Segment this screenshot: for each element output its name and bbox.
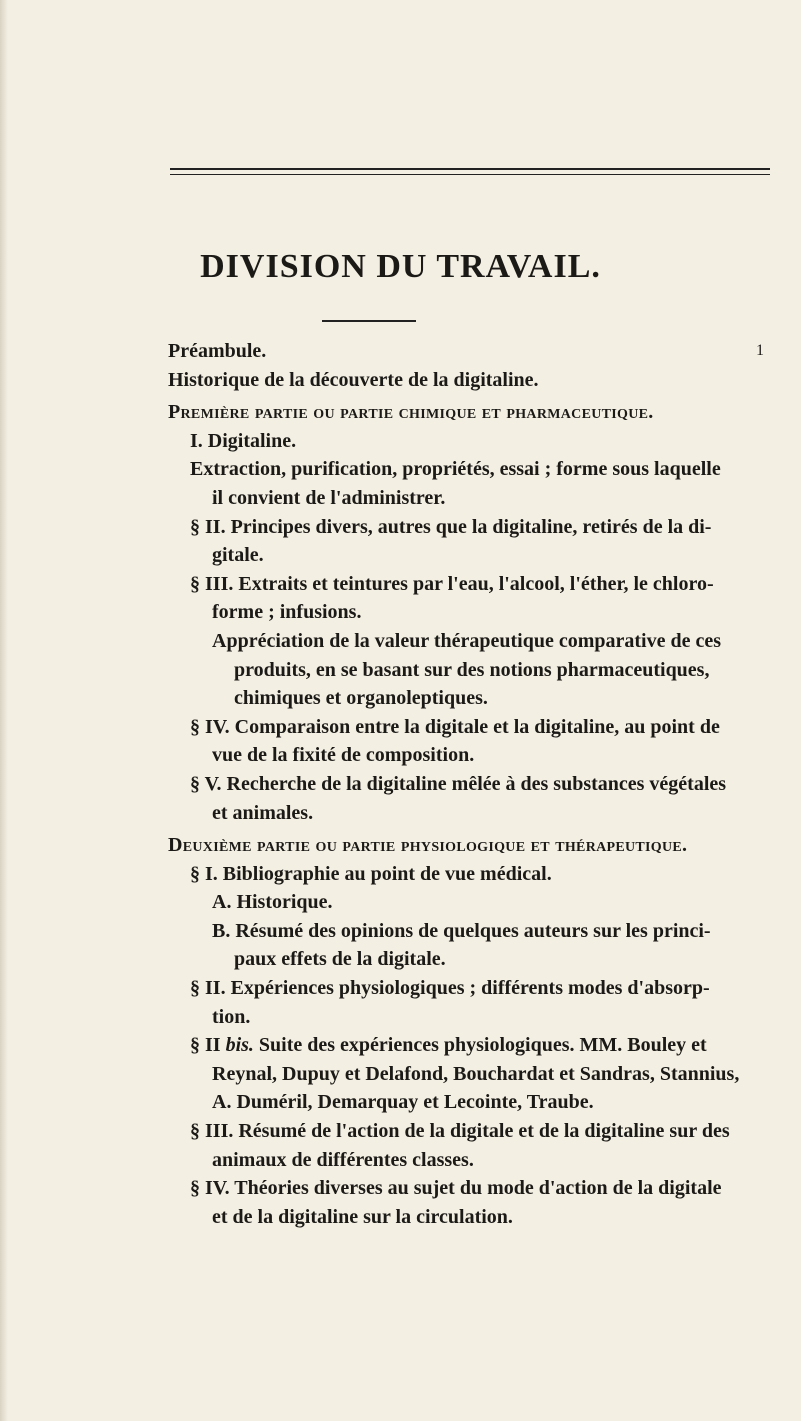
- toc-entry-p2-s3: § III. Résumé de l'action de la digitale et de la digitaline sur des animaux de différentes classes.: [190, 1120, 730, 1171]
- toc-entry-p2-s1: § I. Bibliographie au point de vue médical.: [190, 862, 552, 885]
- toc-entry-p2-s2: § II. Expériences physiologiques ; différents modes d'absorp- tion.: [190, 977, 710, 1028]
- toc-entry-p2-s2bis: § II bis. Suite des expériences physiologiques. MM. Bouley et Reynal, Dupuy et Delafond, Bouchardat et Sandras, Stannius, A. Duméril, Demarquay et Lecointe, Traube.: [190, 1034, 740, 1114]
- toc-entry-preambule: Préambule. 1: [168, 337, 768, 366]
- toc-entry-s2: § II. Principes divers, autres que la digitaline, retirés de la di- gitale.: [190, 515, 712, 567]
- part-heading-2: Deuxième partie ou partie physiologique et thérapeutique.: [168, 834, 688, 857]
- toc-entry-s3: § III. Extraits et teintures par l'eau, l'alcool, l'éther, le chloro- forme ; infusions.: [190, 572, 714, 624]
- title-rule: [322, 320, 416, 322]
- toc-entry-digitaline: I. Digitaline.: [190, 429, 297, 452]
- toc-entry-appreciation: Appréciation de la valeur thérapeutique comparative de ces produits, en se basant sur des notions pharmaceutiques, chimiques et organoleptiques.: [212, 629, 722, 710]
- table-of-contents: [168, 337, 768, 1231]
- toc-entry-extraction: Extraction, purification, propriétés, essai ; forme sous laquelle il convient de l'administrer.: [190, 458, 721, 509]
- top-rule: [170, 168, 770, 170]
- part-heading-1: Première partie ou partie chimique et pharmaceutique.: [168, 401, 654, 424]
- page-title: DIVISION DU TRAVAIL.: [200, 248, 601, 285]
- toc-entry-p2-s4: § IV. Théories diverses au sujet du mode d'action de la digitale et de la digitaline sur la circulation.: [190, 1177, 722, 1228]
- top-rule-thin: [170, 174, 770, 175]
- page-number: 1: [756, 342, 764, 359]
- toc-entry-p2-historique: A. Historique.: [212, 891, 333, 914]
- toc-entry-historique: Historique de la découverte de la digitaline.: [168, 368, 539, 391]
- toc-entry-p2-resume: B. Résumé des opinions de quelques auteurs sur les princi- paux effets de la digitale.: [212, 919, 711, 971]
- toc-entry-s5: § V. Recherche de la digitaline mêlée à des substances végétales et animales.: [190, 772, 727, 824]
- toc-entry-s4: § IV. Comparaison entre la digitale et la digitaline, au point de vue de la fixité de composition.: [190, 715, 720, 767]
- page-edge-shadow: [0, 0, 8, 1421]
